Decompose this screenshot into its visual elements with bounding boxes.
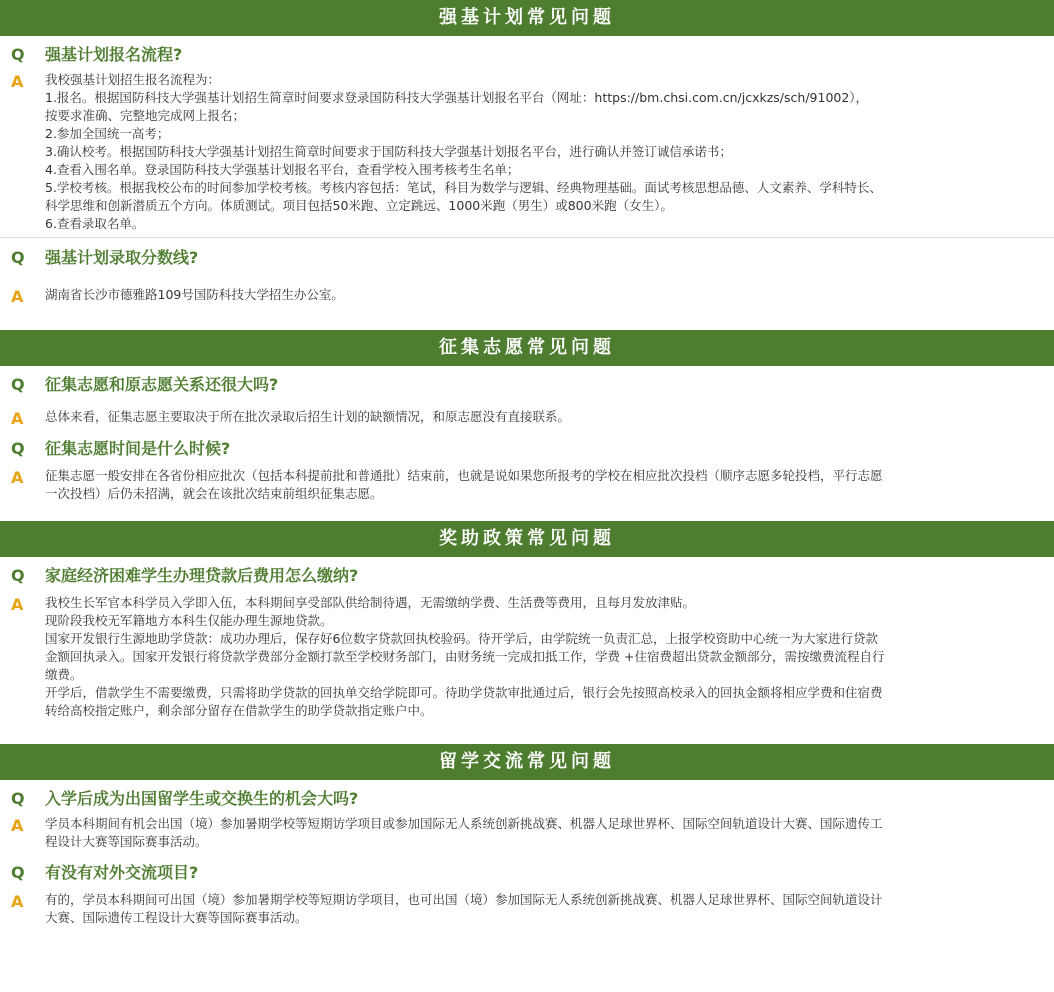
answer-line: 征集志愿一般安排在各省份相应批次（包括本科提前批和普通批）结束前，也就是说如果您所报考的学校在相应批次投档（顺序志愿多轮投档，平行志愿 bbox=[45, 468, 883, 483]
qa-item bbox=[0, 375, 1054, 426]
answer-line: 开学后，借款学生不需要缴费，只需将助学贷款的回执单交给学院即可。待助学贷款审批通过后，银行会先按照高校录入的回执金额将相应学费和住宿费 bbox=[45, 685, 883, 700]
section-financial-aid bbox=[0, 521, 1054, 720]
question-marker: Q bbox=[11, 248, 25, 267]
question-text: 征集志愿和原志愿关系还很大吗? bbox=[45, 375, 279, 394]
answer-marker: A bbox=[11, 595, 24, 614]
qa-item bbox=[0, 566, 1054, 720]
answer-line: 缴费。 bbox=[45, 667, 83, 682]
qa-item bbox=[0, 439, 1054, 503]
answer bbox=[11, 891, 1054, 927]
answer-marker: A bbox=[11, 468, 24, 487]
answer-marker: A bbox=[11, 72, 24, 91]
answer bbox=[11, 408, 1054, 428]
answer bbox=[11, 594, 1054, 720]
answer-line: 程设计大赛等国际赛事活动。 bbox=[45, 834, 208, 849]
answer-line: 1.报名。根据国防科技大学强基计划招生简章时间要求登录国防科技大学强基计划报名平台（网址：https://bm.chsi.com.cn/jcxkzs/sch/91002）， bbox=[45, 90, 869, 105]
answer bbox=[11, 71, 1054, 233]
qa-item bbox=[0, 45, 1054, 233]
answer-line: 学员本科期间有机会出国（境）参加暑期学校等短期访学项目或参加国际无人系统创新挑战赛、机器人足球世界杯、国际空间轨道设计大赛、国际遗传工 bbox=[45, 816, 883, 831]
section-title: 强基计划常见问题 bbox=[0, 0, 1054, 36]
question-text: 有没有对外交流项目? bbox=[45, 863, 199, 882]
section-strong-base bbox=[0, 0, 1054, 304]
question bbox=[11, 789, 1054, 809]
question-text: 征集志愿时间是什么时候? bbox=[45, 439, 231, 458]
question-text: 强基计划报名流程? bbox=[45, 45, 183, 64]
question-text: 强基计划录取分数线? bbox=[45, 248, 199, 267]
answer bbox=[11, 815, 1054, 851]
qa-item bbox=[0, 248, 1054, 304]
question-text: 入学后成为出国留学生或交换生的机会大吗? bbox=[45, 789, 359, 808]
section-study-abroad bbox=[0, 744, 1054, 927]
question bbox=[11, 439, 1054, 459]
answer-line: 总体来看，征集志愿主要取决于所在批次录取后招生计划的缺额情况，和原志愿没有直接联系。 bbox=[45, 409, 571, 424]
answer-line: 我校强基计划招生报名流程为： bbox=[45, 72, 221, 87]
question-marker: Q bbox=[11, 789, 25, 808]
question-text: 家庭经济困难学生办理贷款后费用怎么缴纳? bbox=[45, 566, 359, 585]
answer-marker: A bbox=[11, 409, 24, 428]
answer-line: 大赛、国际遗传工程设计大赛等国际赛事活动。 bbox=[45, 910, 308, 925]
section-supplementary bbox=[0, 330, 1054, 503]
question-marker: Q bbox=[11, 566, 25, 585]
question-marker: Q bbox=[11, 439, 25, 458]
divider bbox=[0, 237, 1054, 238]
answer-line: 现阶段我校无军籍地方本科生仅能办理生源地贷款。 bbox=[45, 613, 333, 628]
answer-line: 有的，学员本科期间可出国（境）参加暑期学校等短期访学项目，也可出国（境）参加国际无人系统创新挑战赛、机器人足球世界杯、国际空间轨道设计 bbox=[45, 892, 883, 907]
answer bbox=[11, 467, 1054, 503]
question bbox=[11, 566, 1054, 586]
qa-item bbox=[0, 863, 1054, 927]
answer-marker: A bbox=[11, 287, 24, 306]
question bbox=[11, 863, 1054, 883]
qa-item bbox=[0, 789, 1054, 851]
answer-line: 3.确认校考。根据国防科技大学强基计划招生简章时间要求于国防科技大学强基计划报名平台，进行确认并签订诚信承诺书； bbox=[45, 144, 732, 159]
question bbox=[11, 45, 1054, 65]
answer bbox=[11, 286, 1054, 306]
question-marker: Q bbox=[11, 863, 25, 882]
question bbox=[11, 375, 1054, 395]
section-title: 征集志愿常见问题 bbox=[0, 330, 1054, 366]
answer-line: 按要求准确、完整地完成网上报名； bbox=[45, 108, 246, 123]
answer-line: 6.查看录取名单。 bbox=[45, 216, 145, 231]
question-marker: Q bbox=[11, 45, 25, 64]
answer-line: 我校生长军官本科学员入学即入伍，本科期间享受部队供给制待遇，无需缴纳学费、生活费等费用，且每月发放津贴。 bbox=[45, 595, 696, 610]
answer-line: 5.学校考核。根据我校公布的时间参加学校考核。考核内容包括：笔试，科目为数学与逻辑、经典物理基础。面试考核思想品德、人文素养、学科特长、 bbox=[45, 180, 882, 195]
answer-marker: A bbox=[11, 892, 24, 911]
answer-line: 国家开发银行生源地助学贷款：成功办理后，保存好6位数字贷款回执校验码。待开学后，由学院统一负责汇总，上报学校资助中心统一为大家进行贷款 bbox=[45, 631, 878, 646]
section-title: 留学交流常见问题 bbox=[0, 744, 1054, 780]
answer-line: 金额回执录入。国家开发银行将贷款学费部分金额打款至学校财务部门，由财务统一完成扣抵工作，学费 +住宿费超出贷款金额部分，需按缴费流程自行 bbox=[45, 649, 885, 664]
answer-line: 2.参加全国统一高考； bbox=[45, 126, 170, 141]
answer-line: 一次投档）后仍未招满，就会在该批次结束前组织征集志愿。 bbox=[45, 486, 383, 501]
answer-line: 4.查看入围名单。登录国防科技大学强基计划报名平台，查看学校入围考核考生名单； bbox=[45, 162, 520, 177]
answer-line: 转给高校指定账户，剩余部分留存在借款学生的助学贷款指定账户中。 bbox=[45, 703, 433, 718]
answer-line: 湖南省长沙市德雅路109号国防科技大学招生办公室。 bbox=[45, 287, 344, 302]
question-marker: Q bbox=[11, 375, 25, 394]
answer-line: 科学思维和创新潜质五个方向。体质测试。项目包括50米跑、立定跳远、1000米跑（男生）或800米跑（女生）。 bbox=[45, 198, 673, 213]
answer-marker: A bbox=[11, 816, 24, 835]
section-title: 奖助政策常见问题 bbox=[0, 521, 1054, 557]
question bbox=[11, 248, 1054, 268]
